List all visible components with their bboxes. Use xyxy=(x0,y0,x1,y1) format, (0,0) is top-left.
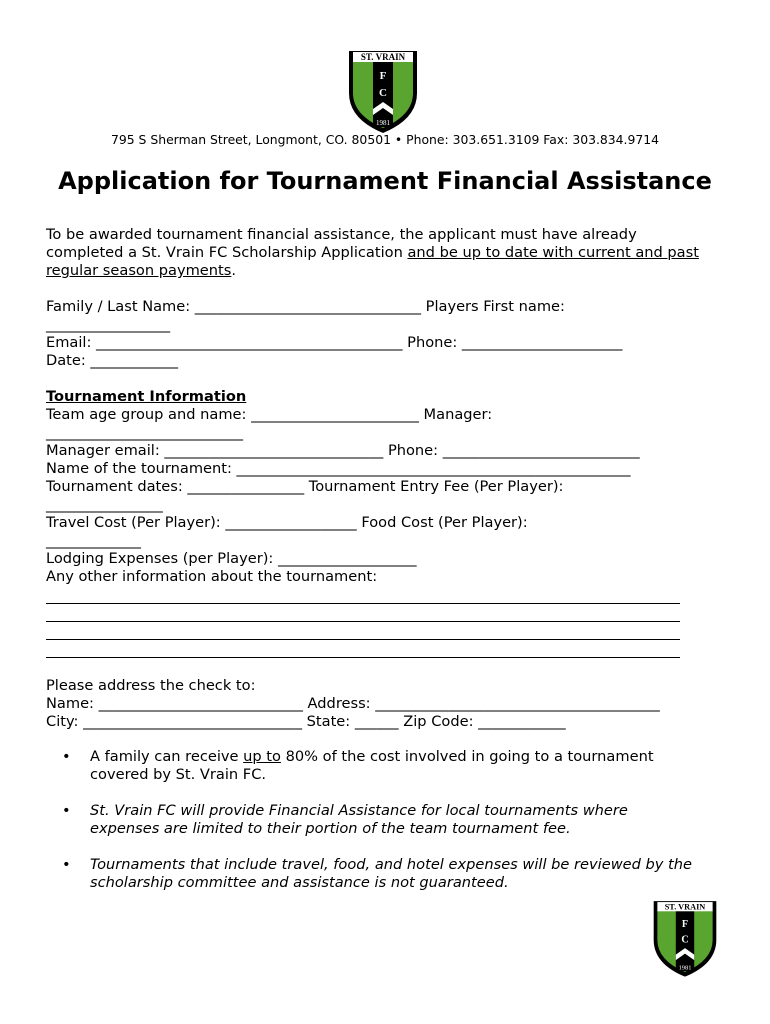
travel-cost-field[interactable]: Travel Cost (Per Player): __________________ Food Cost (Per Player): xyxy=(46,514,528,531)
crest-name-text: ST. VRAIN xyxy=(360,52,406,62)
bullet-item-3: • Tournaments that include travel, food, and hotel expenses will be reviewed by the scholarship committee and assistance is not guaranteed. xyxy=(62,856,692,891)
family-last-name-field[interactable]: Family / Last Name: _______________________________ Players First name: xyxy=(46,298,565,315)
bullet-item-2: • St. Vrain FC will provide Financial Assistance for local tournaments where expenses are limited to their portion of the team tournament fee. xyxy=(62,802,628,837)
crest-year-text: 1981 xyxy=(376,119,390,127)
check-name-address-field[interactable]: Name: ____________________________ Address: _______________________________________ xyxy=(46,695,660,712)
bullet-marker: • xyxy=(62,748,71,765)
tournament-dates-field[interactable]: Tournament dates: ________________ Tournament Entry Fee (Per Player): xyxy=(46,478,564,495)
crest-name-text: ST. VRAIN xyxy=(664,902,706,912)
page-title: Application for Tournament Financial Assistance xyxy=(58,167,712,195)
st-vrain-crest-logo-bottom xyxy=(650,897,720,979)
crest-letter-c: C xyxy=(379,87,387,99)
intro-underlined-1: and be up to date with current and past xyxy=(407,244,699,261)
crest-letter-f: F xyxy=(681,918,689,930)
other-info-line-2[interactable] xyxy=(46,621,680,622)
team-age-group-field[interactable]: Team age group and name: _______________________ Manager: xyxy=(46,406,493,423)
other-info-line-4[interactable] xyxy=(46,657,680,658)
bullet-item-1: • A family can receive up to 80% of the cost involved in going to a tournament covered by St. Vrain FC. xyxy=(62,748,654,783)
intro-line-1: To be awarded tournament financial assistance, the applicant must have already xyxy=(46,226,637,243)
lodging-expenses-field[interactable]: Lodging Expenses (per Player): ___________________ xyxy=(46,550,417,567)
bullet-marker: • xyxy=(62,802,71,819)
manager-blank[interactable]: ___________________________ xyxy=(46,424,244,441)
food-cost-blank[interactable]: _____________ xyxy=(46,532,141,549)
tournament-info-block xyxy=(46,388,736,586)
entry-fee-blank[interactable]: ________________ xyxy=(46,496,163,513)
other-info-line-1[interactable] xyxy=(46,603,680,604)
players-first-name-blank[interactable]: _________________ xyxy=(46,316,171,333)
intro-underlined-2: regular season payments xyxy=(46,262,232,279)
terms-bullet-list xyxy=(62,748,732,910)
crest-year-text: 1981 xyxy=(678,964,692,972)
manager-email-phone-field[interactable]: Manager email: ______________________________ Phone: ___________________________ xyxy=(46,442,640,459)
st-vrain-crest-logo xyxy=(345,47,421,135)
other-info-label: Any other information about the tournament: xyxy=(46,568,378,585)
tournament-info-heading: Tournament Information xyxy=(46,388,247,405)
date-field[interactable]: Date: ____________ xyxy=(46,352,178,369)
crest-letter-f: F xyxy=(379,70,387,82)
check-address-label: Please address the check to: xyxy=(46,677,256,694)
check-city-state-zip-field[interactable]: City: ______________________________ State: ______ Zip Code: ____________ xyxy=(46,713,566,730)
bullet-marker: • xyxy=(62,856,71,873)
check-address-block xyxy=(46,677,736,731)
tournament-name-field[interactable]: Name of the tournament: ______________________________________________________ xyxy=(46,460,631,477)
crest-letter-c: C xyxy=(681,934,689,946)
family-info-block xyxy=(46,298,736,370)
other-info-line-3[interactable] xyxy=(46,639,680,640)
organization-address: 795 S Sherman Street, Longmont, CO. 80501 • Phone: 303.651.3109 Fax: 303.834.9714 xyxy=(110,132,660,147)
intro-paragraph: To be awarded tournament financial assistance, the applicant must have already completed a St. Vrain FC Scholarship Application and be up to date with current and past regular season payments. xyxy=(46,226,699,279)
intro-line-2: completed a St. Vrain FC Scholarship Application xyxy=(46,244,408,261)
email-phone-field[interactable]: Email: __________________________________________ Phone: ______________________ xyxy=(46,334,623,351)
